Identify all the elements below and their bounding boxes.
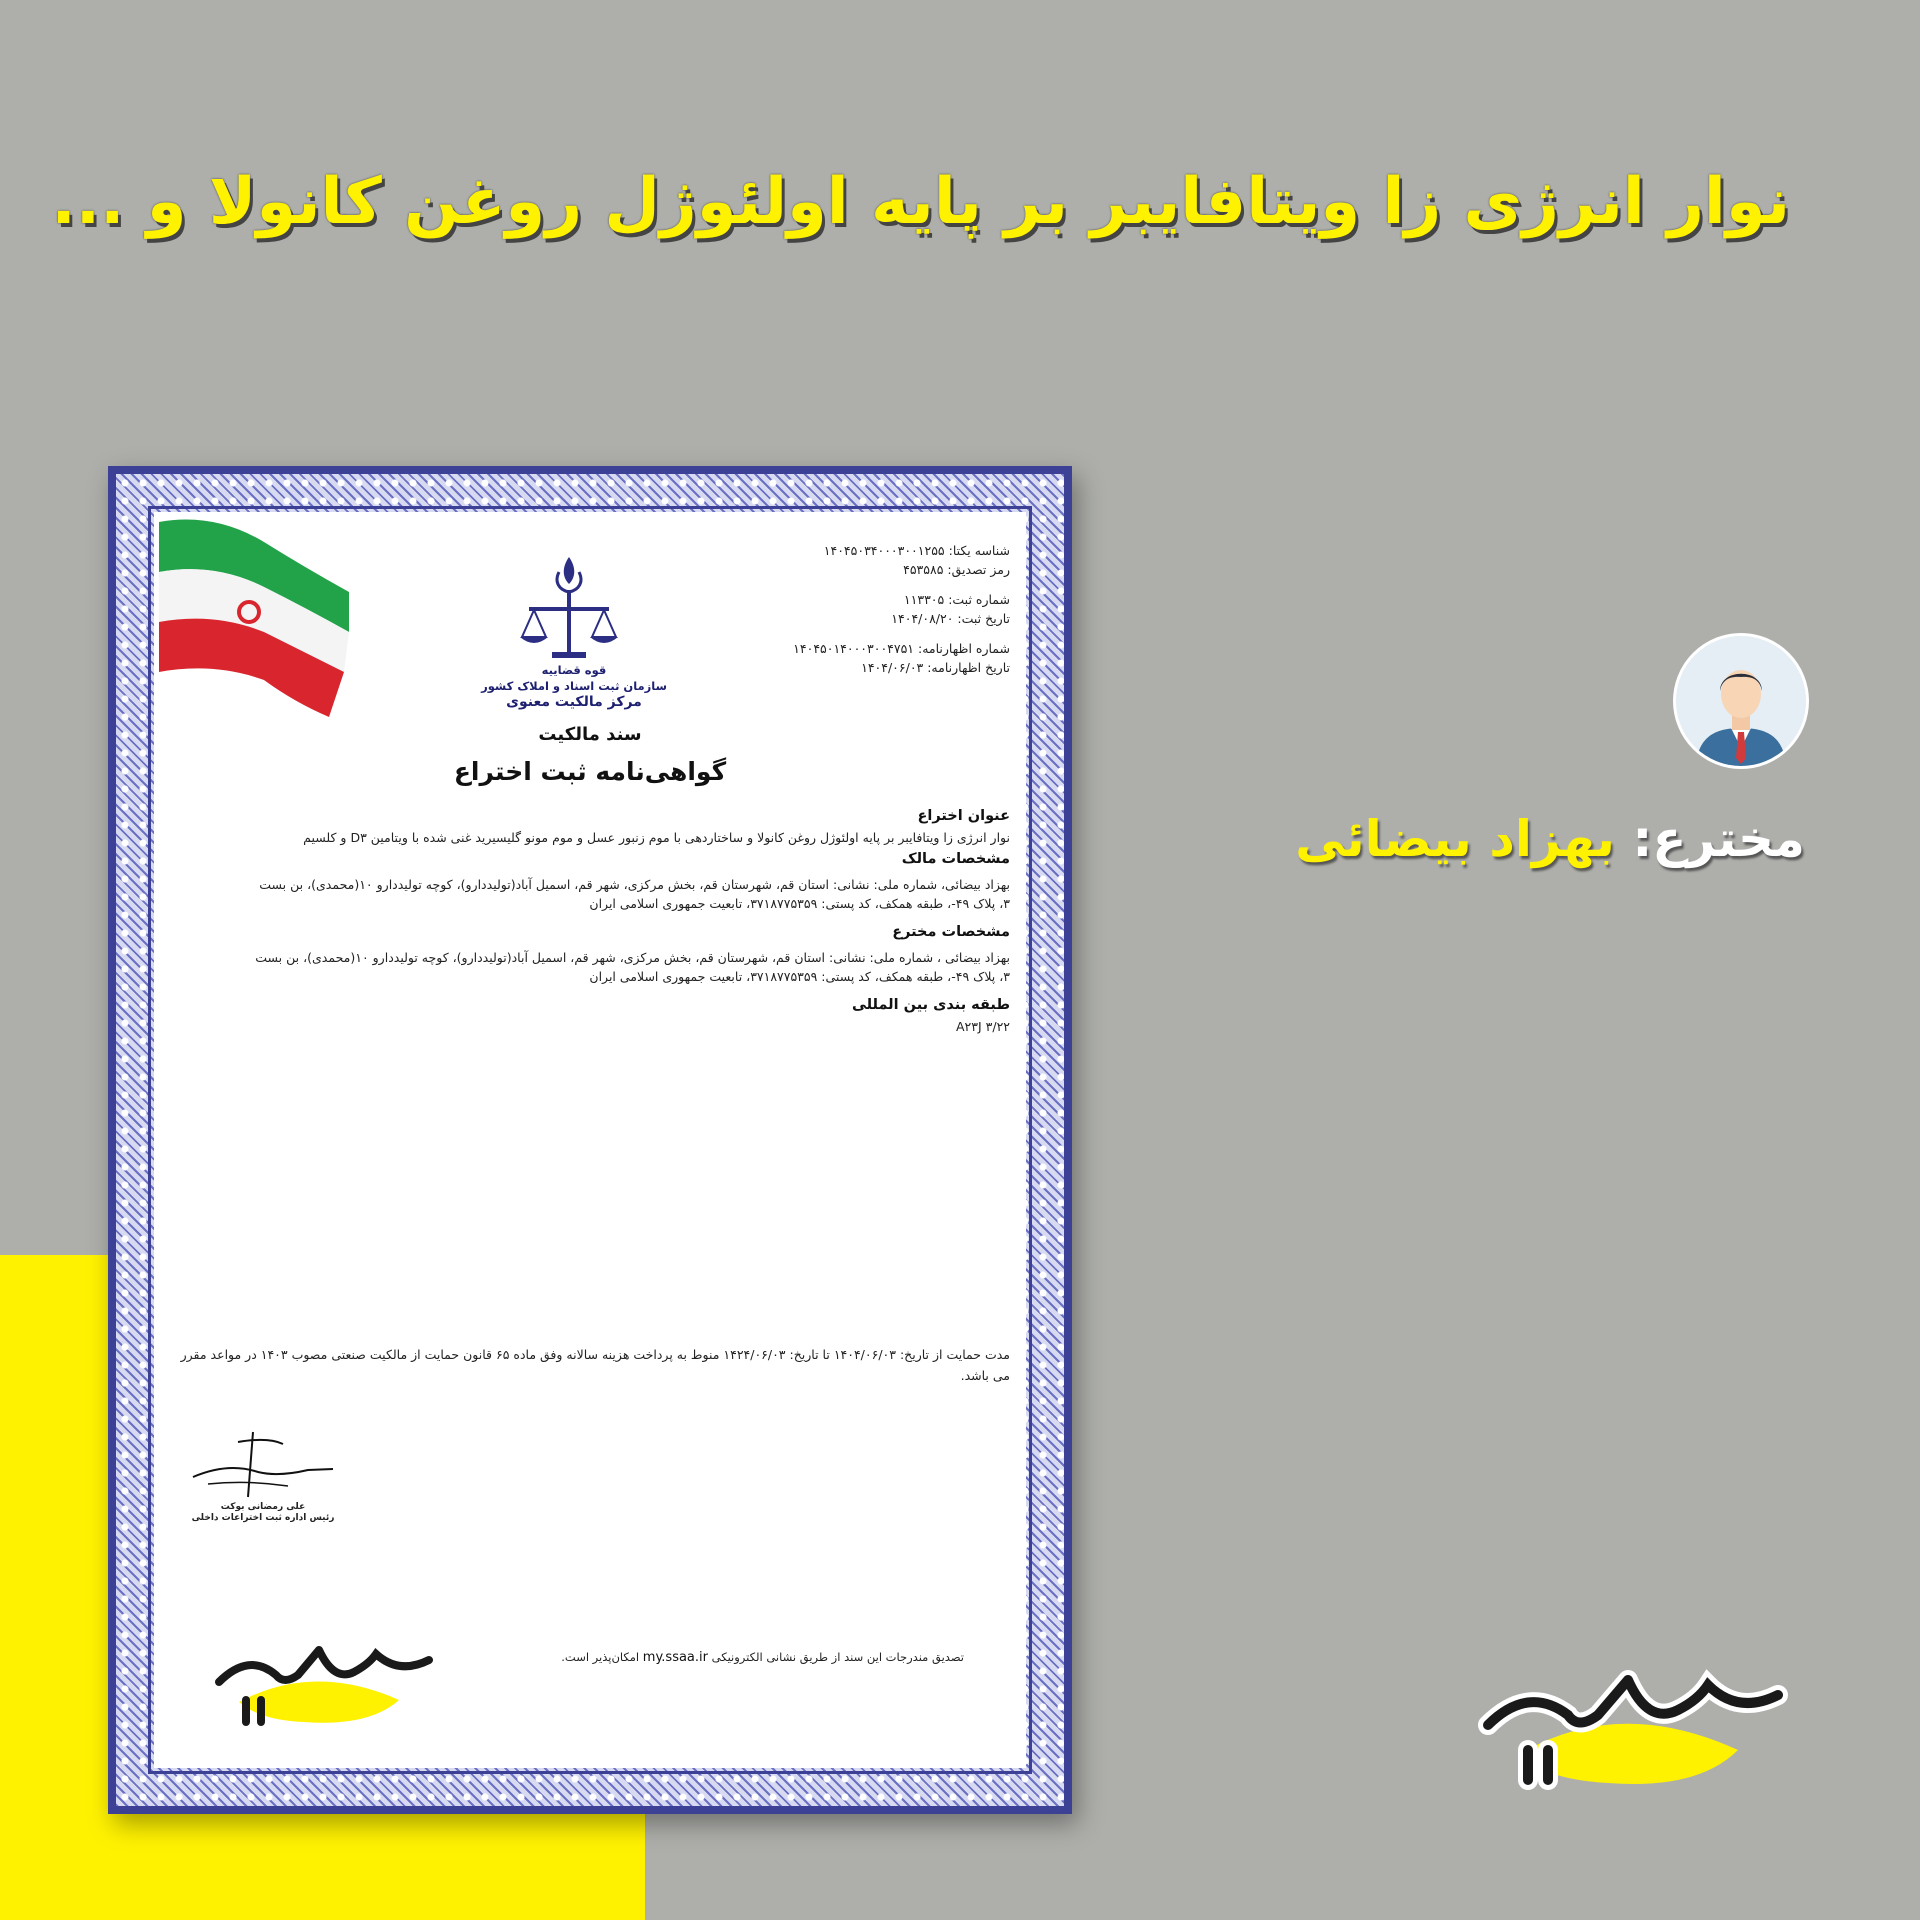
classification-value: A۲۳J ۳/۲۲ <box>956 1019 1010 1034</box>
brand-logo-small-icon <box>204 1632 449 1727</box>
inventor-name: بهزاد بیضائی <box>1295 810 1615 868</box>
certificate-body <box>170 804 1010 1036</box>
invention-heading: عنوان اختراع <box>917 808 1010 824</box>
inventor-avatar-icon <box>1673 633 1809 769</box>
registration-number: شماره ثبت: ۱۱۳۳۰۵ <box>903 592 1010 607</box>
owner-heading: مشخصات مالک <box>901 851 1010 867</box>
document-title: سند مالکیت <box>538 724 642 745</box>
certificate-title: گواهی‌نامه ثبت اختراع <box>453 757 727 786</box>
verify-text-after: امکان‌پذیر است. <box>561 1650 640 1664</box>
certificate-metadata <box>720 542 1010 677</box>
org-line-judiciary: قوه قضاییه <box>541 663 607 677</box>
certificate-document <box>108 466 1072 1814</box>
unique-id: شناسه یکتا: ۱۴۰۴۵۰۳۴۰۰۰۳۰۰۱۲۵۵ <box>823 543 1010 558</box>
verification-note <box>404 1650 964 1665</box>
registration-date: تاریخ ثبت: ۱۴۰۴/۰۸/۲۰ <box>891 610 1010 626</box>
brand-logo-icon <box>1468 1655 1808 1790</box>
iran-flag-icon <box>154 512 354 727</box>
inventor-caption <box>1295 810 1805 868</box>
invention-text: نوار انرژی زا ویتافایبر بر پایه اولئوژل روغن کانولا و ساختاردهی با موم زنبور عسل و موم مونو گلیسیرید غنی شده با ویتامین D۳ و کلسیم <box>303 830 1010 845</box>
verify-url: my.ssaa.ir <box>642 1650 708 1665</box>
issuer-organization <box>464 662 684 710</box>
owner-line-1: بهزاد بیضائی، شماره ملی: نشانی: استان قم، شهرستان قم، بخش مرکزی، شهر قم، اسمیل آباد(تولیددارو)، کوچه تولیددارو ۱۰(محمدی)، بن بست <box>259 877 1010 892</box>
inventor-heading: مشخصات مخترع <box>892 924 1010 940</box>
signer-block <box>188 1502 338 1524</box>
verify-text-before: تصدیق مندرجات این سند از طریق نشانی الکترونیکی <box>711 1650 964 1664</box>
protection-term: مدت حمایت از تاریخ: ۱۴۰۴/۰۶/۰۳ تا تاریخ: ۱۴۲۴/۰۶/۰۳ منوط به پرداخت هزینه سالانه وفق ماده ۶۵ قانون حمایت از مالکیت صنعتی مصوب ۱۴۰۳ در مواعد مقرر می باشد. <box>180 1347 1010 1383</box>
judiciary-scales-emblem-icon <box>514 552 624 672</box>
org-line-ip-center: مرکز مالکیت معنوی <box>506 694 642 710</box>
signature-icon <box>188 1422 338 1502</box>
signer-name: علی رمضانی بوکت <box>220 1502 306 1512</box>
certificate-paper <box>154 512 1026 1768</box>
org-line-registry: سازمان ثبت اسناد و املاک کشور <box>481 679 667 693</box>
inventor-label: مخترع: <box>1632 810 1805 868</box>
owner-line-2: ۳، پلاک ۴۹-، طبقه همکف، کد پستی: ۳۷۱۸۷۷۵۳۵۹، تابعیت جمهوری اسلامی ایران <box>589 896 1010 911</box>
declaration-number: شماره اظهارنامه: ۱۴۰۴۵۰۱۴۰۰۰۳۰۰۴۷۵۱ <box>793 641 1010 656</box>
classification-heading: طبقه بندی بین المللی <box>851 997 1010 1013</box>
page-headline: نوار انرژی زا ویتافایبر بر پایه اولئوژل روغن کانولا و ... <box>51 165 1790 239</box>
verify-code: رمز تصدیق: ۴۵۳۵۸۵ <box>903 561 1010 577</box>
declaration-date: تاریخ اظهارنامه: ۱۴۰۴/۰۶/۰۳ <box>861 659 1010 675</box>
inventor-line-1: بهزاد بیضائی ، شماره ملی: نشانی: استان قم، شهرستان قم، بخش مرکزی، شهر قم، اسمیل آباد(تولیددارو)، کوچه تولیددارو ۱۰(محمدی)، بن بست <box>255 950 1010 965</box>
inventor-line-2: ۳، پلاک ۴۹-، طبقه همکف، کد پستی: ۳۷۱۸۷۷۵۳۵۹، تابعیت جمهوری اسلامی ایران <box>589 969 1010 984</box>
signer-title: رئیس اداره ثبت اختراعات داخلی <box>191 1513 335 1523</box>
